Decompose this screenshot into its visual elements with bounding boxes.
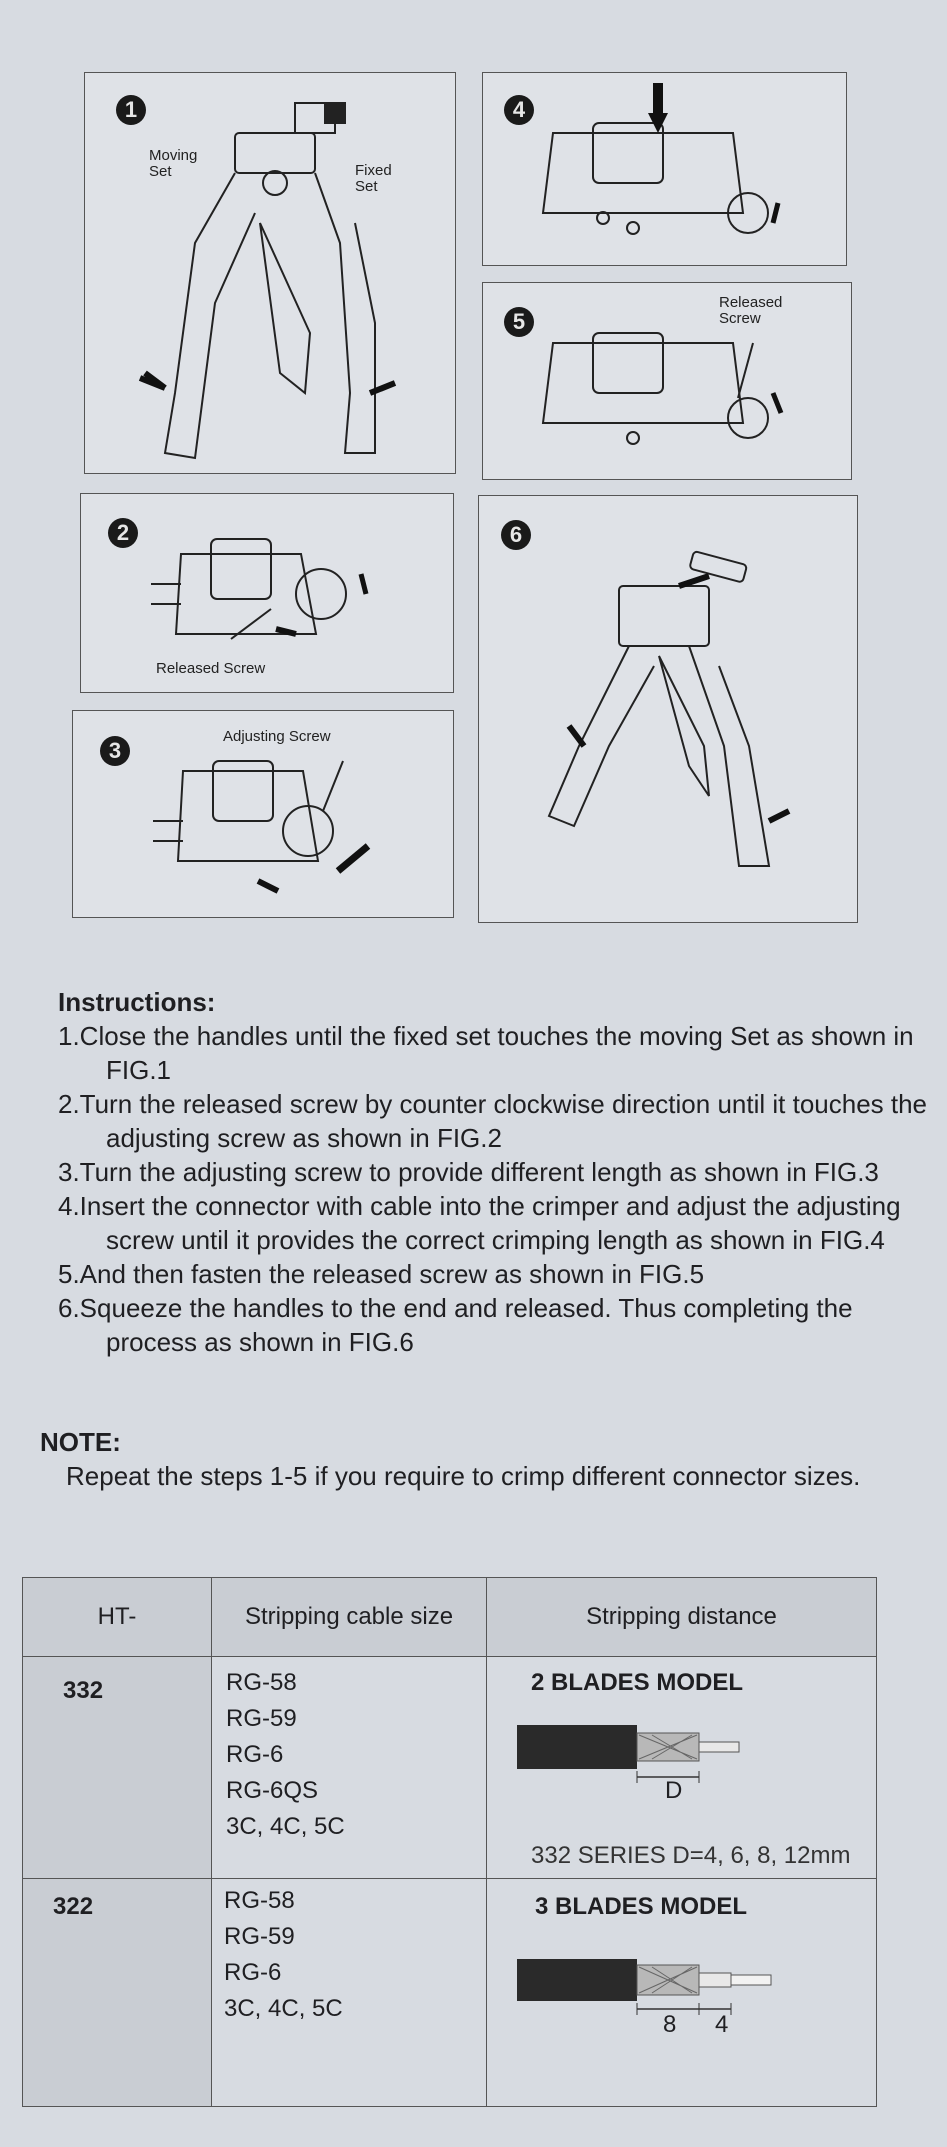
cable-size: RG-6QS	[226, 1777, 319, 1804]
blades-model: 2 BLADES MODEL	[531, 1669, 744, 1696]
cable-size: 3C, 4C, 5C	[226, 1813, 345, 1840]
released-screw-label: Released Screw	[156, 660, 266, 677]
table-row	[23, 1657, 877, 1879]
header-model: HT-	[23, 1578, 212, 1657]
instruction-step: 6.Squeeze the handles to the end and released. Thus completing the process as shown in FIG.6	[58, 1293, 853, 1357]
distance-cell	[487, 1657, 877, 1879]
stripping-table	[22, 1577, 877, 2107]
cable-size: RG-59	[224, 1923, 295, 1950]
sizes-cell	[212, 1657, 487, 1879]
model-number: 332	[63, 1677, 104, 1704]
instruction-step: 3.Turn the adjusting screw to provide different length as shown in FIG.3	[58, 1157, 879, 1187]
table-row	[23, 1879, 877, 2107]
crimper-illustration-1	[85, 73, 455, 473]
model-number: 322	[53, 1893, 94, 1920]
figure-2	[80, 493, 454, 693]
moving-set-label: Moving Set	[149, 147, 198, 180]
figure-3	[72, 710, 454, 918]
table-header-row	[23, 1578, 877, 1657]
cable-size: RG-6	[226, 1741, 284, 1768]
model-cell	[23, 1657, 212, 1879]
sizes-cell	[212, 1879, 487, 2107]
cable-size: RG-58	[224, 1887, 295, 1914]
note-heading: NOTE:	[40, 1427, 121, 1457]
figure-6	[478, 495, 858, 923]
distance-cell	[487, 1879, 877, 2107]
instruction-step: 1.Close the handles until the fixed set touches the moving Set as shown in FIG.1	[58, 1021, 914, 1085]
instruction-step: 5.And then fasten the released screw as shown in FIG.5	[58, 1259, 705, 1289]
figure-number: 4	[504, 95, 534, 125]
instructions-section	[58, 985, 938, 1359]
model-cell	[23, 1879, 212, 2107]
blades-model: 3 BLADES MODEL	[535, 1893, 748, 1920]
instruction-step: 4.Insert the connector with cable into the crimper and adjust the adjusting screw until it provides the correct crimping length as shown in FIG.4	[58, 1191, 901, 1255]
cable-size: RG-6	[224, 1959, 282, 1986]
dimension-d: D	[665, 1777, 683, 1804]
two-blade-cable-diagram	[517, 1715, 767, 1795]
cable-size: 3C, 4C, 5C	[224, 1995, 343, 2022]
fixed-set-label: Fixed Set	[355, 162, 392, 195]
figure-number: 2	[108, 518, 138, 548]
note-section	[40, 1425, 930, 1493]
figure-4	[482, 72, 847, 266]
adjusting-screw-label: Adjusting Screw	[223, 728, 331, 745]
figure-number: 6	[501, 520, 531, 550]
figure-number: 5	[504, 307, 534, 337]
cable-size: RG-58	[226, 1669, 297, 1696]
instruction-step: 2.Turn the released screw by counter clockwise direction until it touches the adjusting screw as shown in FIG.2	[58, 1089, 928, 1153]
figure-1	[84, 72, 456, 474]
figure-number: 3	[100, 736, 130, 766]
crimper-illustration-6	[479, 496, 857, 922]
dimension-1: 8	[663, 2011, 677, 2038]
dimension-2: 4	[715, 2011, 729, 2038]
figure-number: 1	[116, 95, 146, 125]
note-text: Repeat the steps 1-5 if you require to crimp different connector sizes.	[66, 1461, 861, 1491]
instructions-heading: Instructions:	[58, 987, 216, 1017]
header-stripping-distance: Stripping distance	[487, 1578, 877, 1657]
instructions-list	[58, 1019, 938, 1359]
header-cable-size: Stripping cable size	[212, 1578, 487, 1657]
crimper-head-illustration-4	[483, 73, 846, 265]
series-note: 332 SERIES D=4, 6, 8, 12mm	[531, 1842, 851, 1869]
three-blade-cable-diagram	[517, 1947, 787, 2027]
released-screw-label: Released Screw	[719, 294, 783, 327]
cable-size: RG-59	[226, 1705, 297, 1732]
figure-5	[482, 282, 852, 480]
